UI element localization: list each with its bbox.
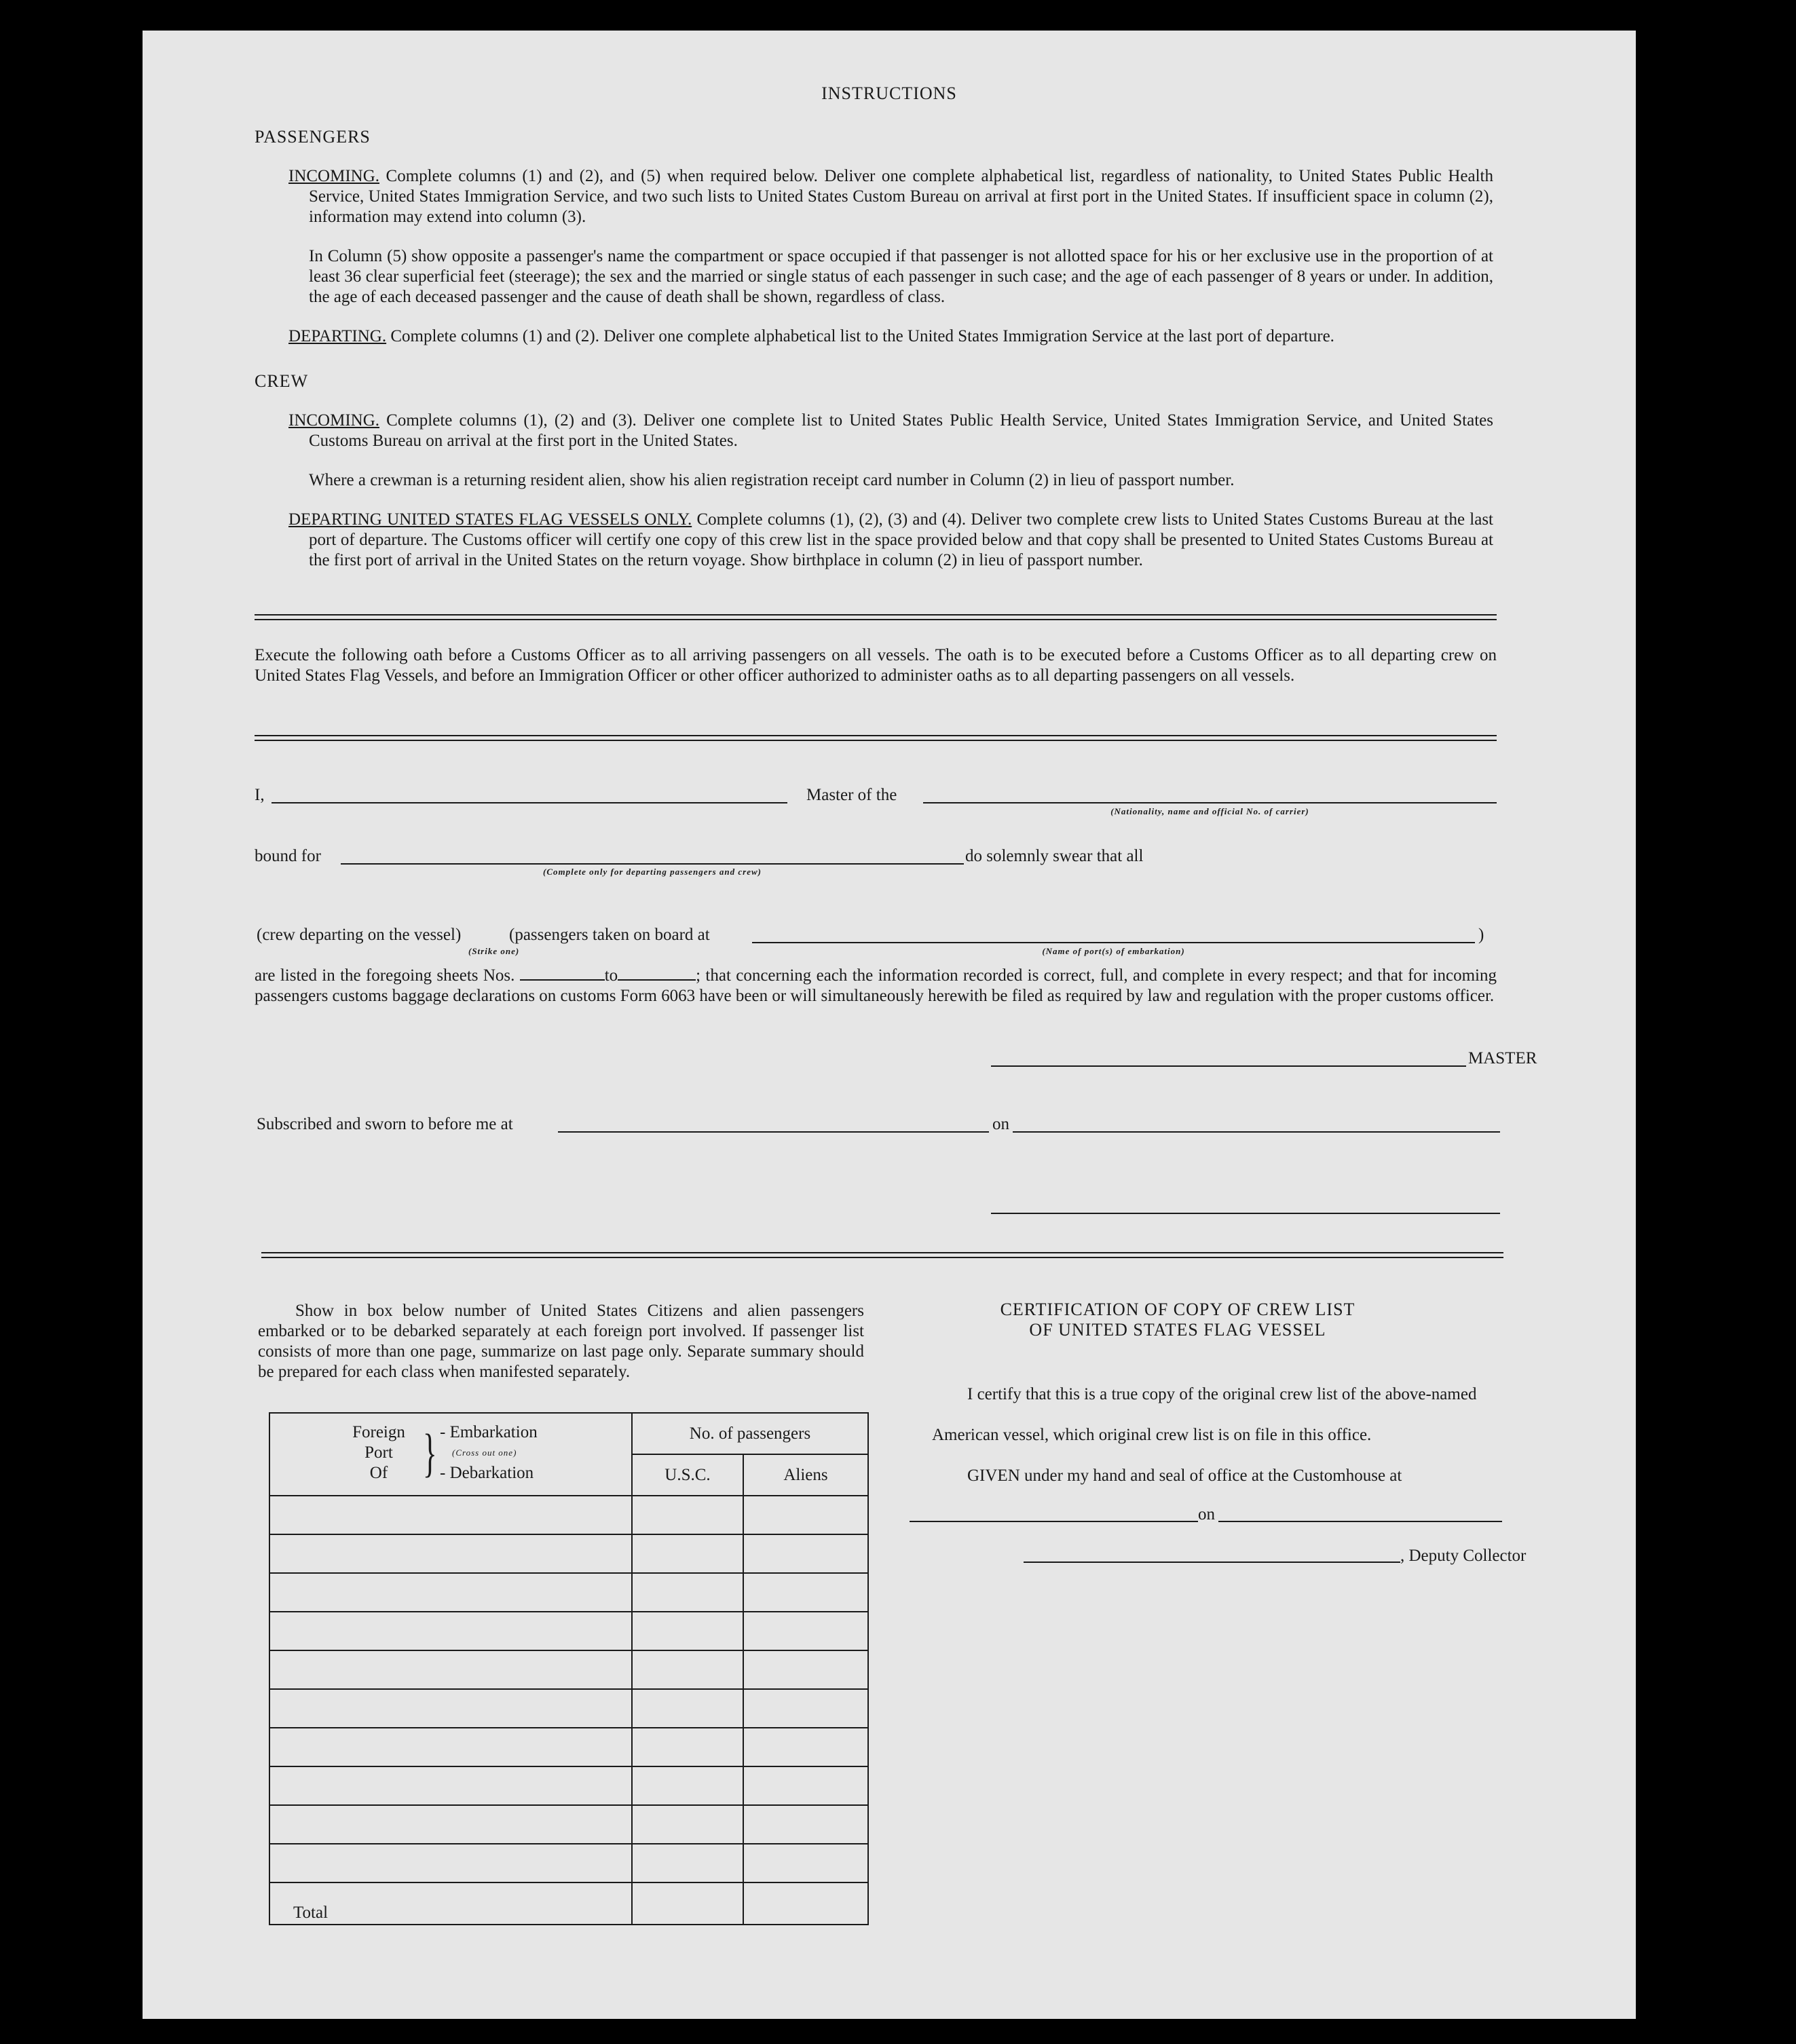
passengers-incoming-text: Complete columns (1) and (2), and (5) when required below. Deliver one complete alphabetical list, regardless of nationality, to United States Public Health Service, United States Immigration Service, and two such lists to United States Custom Bureau on arrival at first port in the United States. If insufficient space in column (2), information may extend into column (3). — [309, 167, 1493, 226]
port-cell[interactable] — [269, 1805, 632, 1844]
usc-cell[interactable] — [632, 1689, 743, 1728]
passengers-taken-option: (passengers taken on board at — [509, 926, 710, 944]
usc-cell[interactable] — [632, 1612, 743, 1650]
subscribed-label: Subscribed and sworn to before me at — [257, 1115, 513, 1133]
table-row — [269, 1650, 868, 1689]
usc-cell[interactable] — [632, 1650, 743, 1689]
crew-heading: CREW — [255, 371, 309, 391]
listed-statement — [255, 966, 1497, 1006]
table-row — [269, 1573, 868, 1612]
listed-to: to — [604, 966, 618, 985]
usc-cell[interactable] — [632, 1728, 743, 1766]
listed-b: ; that concerning each the information recorded is correct, full, and complete in every respect; and that for incoming passengers customs baggage declarations on customs Form 6063 have been or will simultaneously herewith be filed as required by law and regulation with the proper customs officer. — [255, 966, 1497, 1005]
swear-label: do solemnly swear that all — [965, 847, 1144, 865]
usc-cell[interactable] — [632, 1805, 743, 1844]
lower-divider — [261, 1252, 1503, 1258]
crew-incoming-label: INCOMING. — [288, 411, 380, 430]
section-divider — [255, 614, 1497, 620]
debarkation-label: - Debarkation — [440, 1464, 534, 1482]
passengers-departing — [288, 326, 1493, 347]
oath-divider — [255, 735, 1497, 741]
aliens-cell[interactable] — [743, 1689, 868, 1728]
of-label: Of — [369, 1464, 388, 1482]
aliens-cell[interactable] — [743, 1728, 868, 1766]
crew-departing-option: (crew departing on the vessel) — [257, 926, 462, 944]
cert-date-line[interactable] — [1218, 1521, 1502, 1522]
certification-title-1: CERTIFICATION OF COPY OF CREW LIST — [1000, 1300, 1355, 1319]
table-row — [269, 1689, 868, 1728]
passengers-departing-text: Complete columns (1) and (2). Deliver one complete alphabetical list to the United States Immigration Service at the last port of departure. — [390, 327, 1334, 345]
table-row — [269, 1728, 868, 1766]
port-cell[interactable] — [269, 1728, 632, 1766]
port-cell[interactable] — [269, 1612, 632, 1650]
port-cell[interactable] — [269, 1766, 632, 1805]
crew-incoming — [288, 411, 1493, 451]
close-paren: ) — [1478, 926, 1484, 944]
page-title: INSTRUCTIONS — [821, 83, 957, 103]
aliens-cell[interactable] — [743, 1534, 868, 1573]
aliens-cell[interactable] — [743, 1496, 868, 1534]
deputy-signature-line[interactable] — [1024, 1562, 1400, 1563]
usc-cell[interactable] — [632, 1573, 743, 1612]
sworn-place-line[interactable] — [558, 1131, 989, 1133]
usc-cell[interactable] — [632, 1844, 743, 1882]
strike-one-note: (Strike one) — [468, 946, 520, 956]
port-cell[interactable] — [269, 1496, 632, 1534]
customhouse-line[interactable] — [910, 1521, 1198, 1522]
sheet-to-line[interactable] — [618, 967, 696, 981]
sworn-date-line[interactable] — [1013, 1131, 1500, 1133]
crew-incoming-text: Complete columns (1), (2) and (3). Deliver one complete list to United States Public Health Service, United States Immigration Service, and United States Customs Bureau on arrival at the first port in the United States. — [309, 411, 1493, 450]
master-name-line[interactable] — [272, 802, 787, 803]
no-of-passengers-header: No. of passengers — [632, 1413, 868, 1454]
foreign-label: Foreign — [352, 1423, 405, 1441]
cert-on-label: on — [1198, 1505, 1215, 1523]
bound-for-note: (Complete only for departing passengers and crew) — [543, 867, 762, 877]
summary-text: Show in box below number of United States Citizens and alien passengers embarked or to be debarked separately at each foreign port involved. If passenger list consists of more than one page, summarize on last page only. Separate summary should be prepared for each class when manifested separately. — [258, 1302, 864, 1381]
certification-title-2: OF UNITED STATES FLAG VESSEL — [1029, 1320, 1326, 1340]
usc-cell[interactable] — [632, 1496, 743, 1534]
port-note: (Name of port(s) of embarkation) — [1042, 946, 1185, 956]
aliens-cell[interactable] — [743, 1612, 868, 1650]
listed-a: are listed in the foregoing sheets Nos. — [255, 966, 515, 985]
passengers-heading: PASSENGERS — [255, 127, 371, 147]
passengers-departing-label: DEPARTING. — [288, 327, 387, 345]
aliens-cell[interactable] — [743, 1805, 868, 1844]
usc-cell[interactable] — [632, 1534, 743, 1573]
port-header-cell — [269, 1413, 632, 1496]
total-row — [269, 1882, 868, 1925]
aliens-cell[interactable] — [743, 1650, 868, 1689]
crew-departing-text: Complete columns (1), (2), (3) and (4). Deliver two complete crew lists to United States Customs Bureau at the last port of departure. The Customs officer will certify one copy of this crew list in the space provided below and that copy shall be presented to United States Customs Bureau at the first port of arrival in the United States on the return voyage. Show birthplace in column (2) in lieu of passport number. — [309, 510, 1494, 569]
table-row — [269, 1534, 868, 1573]
port-cell[interactable] — [269, 1573, 632, 1612]
aliens-cell[interactable] — [743, 1766, 868, 1805]
table-row — [269, 1844, 868, 1882]
passengers-incoming-label: INCOMING. — [288, 167, 380, 185]
certify-text-2: American vessel, which original crew list is on file in this office. — [932, 1426, 1372, 1444]
aliens-cell[interactable] — [743, 1844, 868, 1882]
usc-header: U.S.C. — [632, 1454, 743, 1496]
oath-intro: Execute the following oath before a Customs Officer as to all arriving passengers on all vessels. The oath is to be executed before a Customs Officer as to all departing crew on United States Flag Vessels, and before an Immigration Officer or other officer authorized to administer oaths as to all departing passengers on all vessels. — [255, 646, 1497, 685]
port-label: Port — [364, 1443, 393, 1462]
form-page — [143, 31, 1636, 2019]
sworn-on-label: on — [992, 1115, 1009, 1133]
crew-departing-label: DEPARTING UNITED STATES FLAG VESSELS ONLY. — [288, 510, 692, 529]
port-cell[interactable] — [269, 1844, 632, 1882]
table-row — [269, 1805, 868, 1844]
given-text: GIVEN under my hand and seal of office at the Customhouse at — [967, 1466, 1402, 1485]
brace-icon: } — [423, 1423, 437, 1482]
passengers-incoming — [288, 166, 1493, 227]
carrier-line[interactable] — [923, 802, 1497, 803]
bound-for-line[interactable] — [341, 863, 964, 865]
usc-total-cell[interactable] — [632, 1882, 743, 1925]
oath-i-label: I, — [255, 786, 265, 804]
table-row — [269, 1766, 868, 1805]
master-signature-line[interactable] — [991, 1065, 1466, 1067]
embarkation-label: - Embarkation — [440, 1423, 538, 1441]
aliens-cell[interactable] — [743, 1573, 868, 1612]
cross-out-note: (Cross out one) — [452, 1447, 517, 1458]
table-row — [269, 1496, 868, 1534]
usc-cell[interactable] — [632, 1766, 743, 1805]
master-of-the-label: Master of the — [806, 786, 897, 804]
crew-departing — [288, 510, 1493, 571]
carrier-note: (Nationality, name and official No. of carrier) — [1110, 806, 1309, 816]
master-label: MASTER — [1468, 1049, 1537, 1067]
port-cell[interactable] — [269, 1689, 632, 1728]
officer-signature-line[interactable] — [991, 1213, 1500, 1214]
certify-text-1: I certify that this is a true copy of the original crew list of the above-named — [967, 1385, 1477, 1403]
port-cell[interactable] — [269, 1650, 632, 1689]
deputy-collector-label: , Deputy Collector — [1400, 1547, 1527, 1565]
embarkation-port-line[interactable] — [752, 942, 1475, 943]
passenger-summary-table — [269, 1412, 869, 1925]
port-cell[interactable] — [269, 1534, 632, 1573]
aliens-header: Aliens — [743, 1454, 868, 1496]
bound-for-label: bound for — [255, 847, 321, 865]
total-label: Total — [269, 1882, 632, 1925]
passengers-column5-text: In Column (5) show opposite a passenger's name the compartment or space occupied if that passenger is not allotted space for his or her exclusive use in the proportion of at least 36 clear superficial feet (steerage); the sex and the married or single status of each passenger in such case; and the age of each passenger of 8 years or under. In addition, the age of each deceased passenger and the cause of death shall be shown, regardless of class. — [309, 247, 1493, 306]
table-row — [269, 1612, 868, 1650]
aliens-total-cell[interactable] — [743, 1882, 868, 1925]
sheet-from-line[interactable] — [520, 967, 605, 981]
crew-resident-text: Where a crewman is a returning resident alien, show his alien registration receipt card number in Column (2) in lieu of passport number. — [309, 471, 1235, 489]
